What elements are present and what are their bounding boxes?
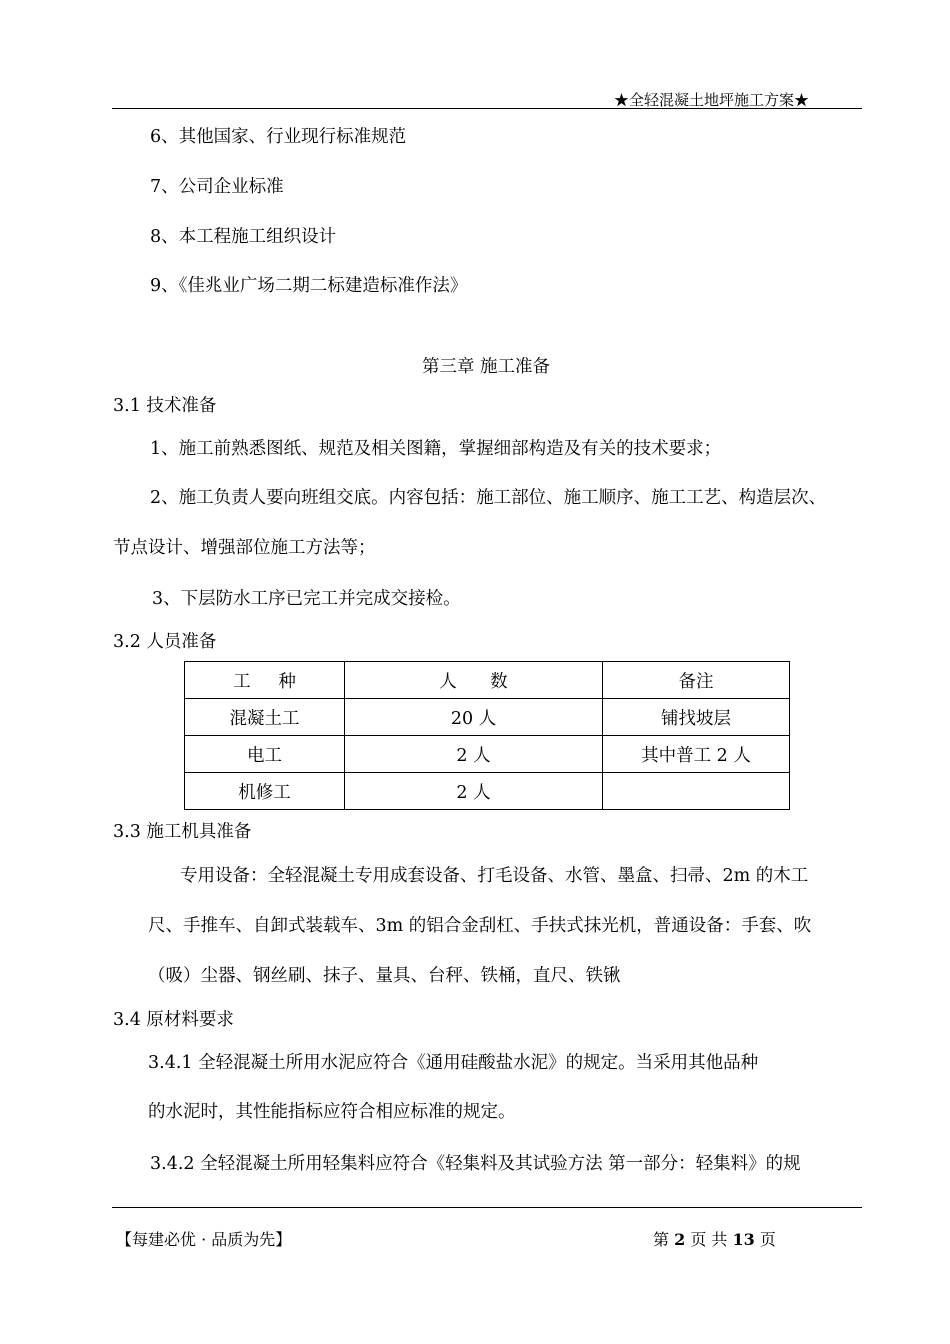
table-row bbox=[185, 773, 790, 810]
table-cell: 铺找坡层 bbox=[603, 699, 790, 736]
page-prefix: 第 bbox=[653, 1230, 670, 1249]
section-3-1-para-2-line-1: 2、施工负责人要向班组交底。内容包括：施工部位、施工顺序、施工工艺、构造层次、 bbox=[150, 488, 827, 508]
table-cell: 20 人 bbox=[345, 699, 603, 736]
section-3-4-para-1-line-2: 的水泥时，其性能指标应符合相应标准的规定。 bbox=[148, 1102, 516, 1122]
chapter-title: 第三章 施工准备 bbox=[421, 357, 551, 377]
section-3-1-para-3: 3、下层防水工序已完工并完成交接检。 bbox=[152, 589, 461, 609]
table-cell: 2 人 bbox=[345, 736, 603, 773]
basis-item-7: 7、公司企业标准 bbox=[150, 177, 284, 197]
header-title: ★全轻混凝土地坪施工方案★ bbox=[614, 91, 810, 109]
section-3-1-para-1: 1、施工前熟悉图纸、规范及相关图籍，掌握细部构造及有关的技术要求； bbox=[150, 439, 722, 459]
table-cell: 2 人 bbox=[345, 773, 603, 810]
section-3-1-heading: 3.1 技术准备 bbox=[113, 396, 217, 416]
page-current: 2 bbox=[674, 1230, 686, 1249]
page-middle: 页 共 bbox=[690, 1230, 728, 1249]
table-row bbox=[185, 736, 790, 773]
footer-slogan: 【每建必优 · 品质为先】 bbox=[116, 1230, 292, 1249]
table-cell: 机修工 bbox=[185, 773, 345, 810]
basis-item-9: 9、《佳兆业广场二期二标建造标准作法》 bbox=[150, 276, 468, 296]
table-header-row bbox=[185, 662, 790, 699]
table-cell bbox=[603, 773, 790, 810]
staff-table bbox=[184, 661, 790, 810]
table-cell: 混凝土工 bbox=[185, 699, 345, 736]
section-3-4-para-1-line-1: 3.4.1 全轻混凝土所用水泥应符合《通用硅酸盐水泥》的规定。当采用其他品种 bbox=[148, 1053, 759, 1073]
table-header-cell: 工 种 bbox=[185, 662, 345, 699]
basis-item-6: 6、其他国家、行业现行标准规范 bbox=[150, 127, 407, 147]
table-header-cell: 人 数 bbox=[345, 662, 603, 699]
table-row bbox=[185, 699, 790, 736]
section-3-3-line-1: 专用设备：全轻混凝土专用成套设备、打毛设备、水管、墨盒、扫帚、2m 的木工 bbox=[180, 866, 809, 886]
section-3-3-line-3: （吸）尘器、钢丝刷、抹子、量具、台秤、铁桶，直尺、铁锹 bbox=[148, 966, 621, 986]
table-cell: 电工 bbox=[185, 736, 345, 773]
footer-rule bbox=[112, 1207, 862, 1208]
section-3-2-heading: 3.2 人员准备 bbox=[113, 632, 217, 652]
basis-item-8: 8、本工程施工组织设计 bbox=[150, 227, 337, 247]
page-number bbox=[653, 1227, 776, 1250]
section-3-4-para-2-line-1: 3.4.2 全轻混凝土所用轻集料应符合《轻集料及其试验方法 第一部分：轻集料》的规 bbox=[150, 1154, 801, 1174]
page-suffix: 页 bbox=[759, 1230, 776, 1249]
section-3-1-para-2-line-2: 节点设计、增强部位施工方法等； bbox=[113, 538, 376, 558]
header-rule bbox=[112, 108, 862, 109]
table-cell: 其中普工 2 人 bbox=[603, 736, 790, 773]
section-3-3-heading: 3.3 施工机具准备 bbox=[113, 822, 252, 842]
section-3-3-line-2: 尺、手推车、自卸式装载车、3m 的铝合金刮杠、手扶式抹光机，普通设备：手套、吹 bbox=[148, 916, 812, 936]
page-total: 13 bbox=[732, 1230, 755, 1249]
table-header-cell: 备注 bbox=[603, 662, 790, 699]
section-3-4-heading: 3.4 原材料要求 bbox=[113, 1010, 234, 1030]
